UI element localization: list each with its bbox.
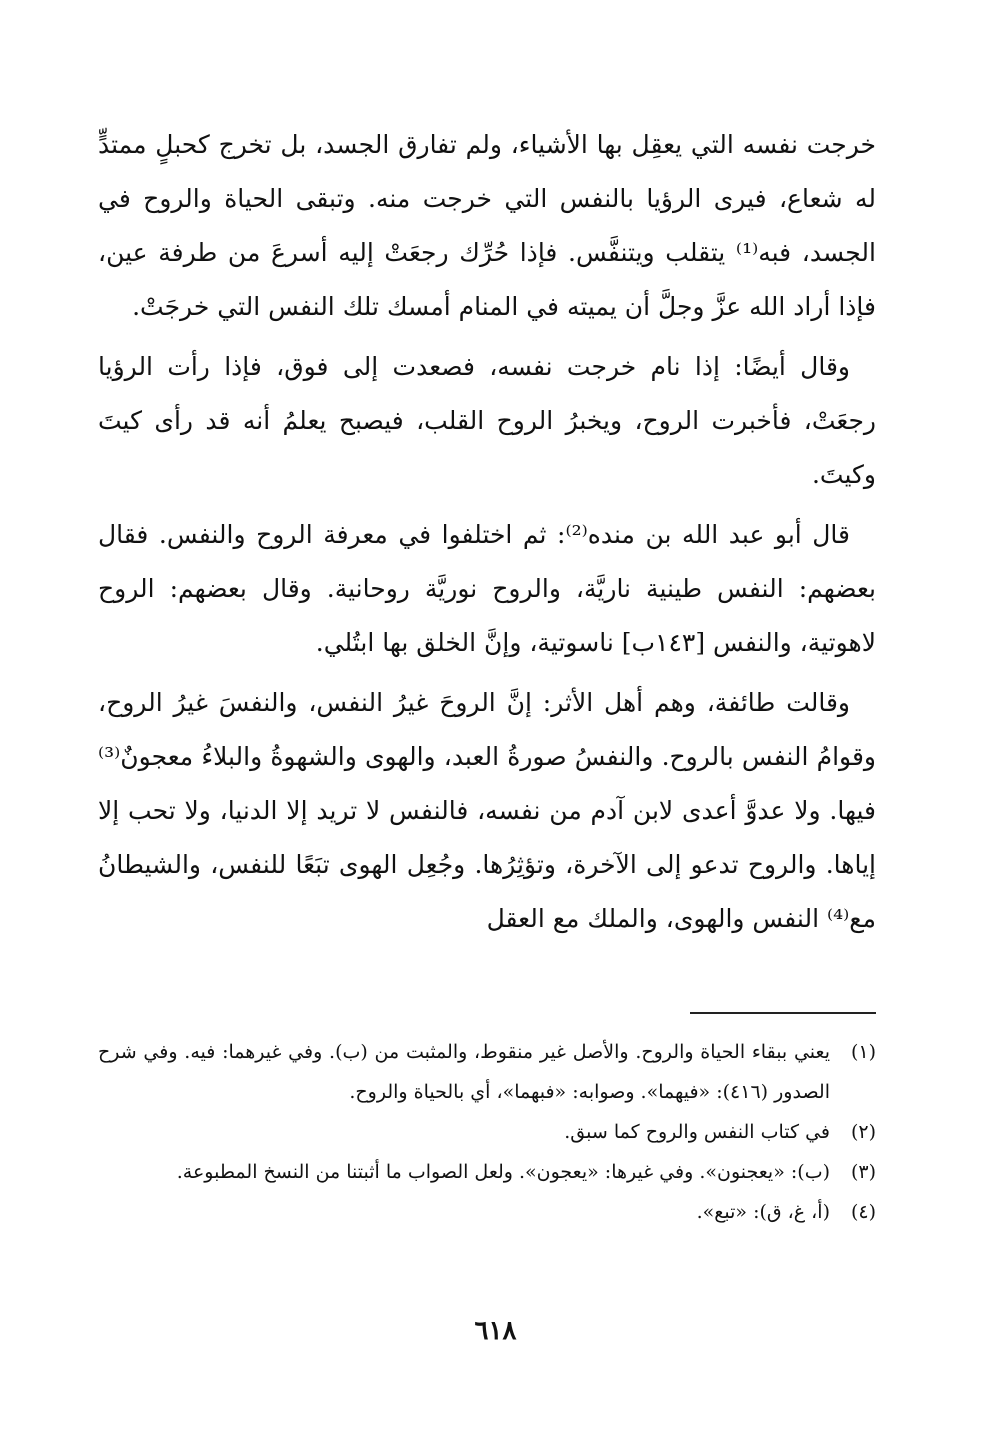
footnote-2	[98, 1112, 876, 1152]
paragraph-3: قال أبو عبد الله بن منده⁽²⁾: ثم اختلفوا في معرفة الروح والنفس. فقال بعضهم: النفس طينية ناريَّة، والروح نوريَّة روحانية. وقال بعضهم: الروح لاهوتية، والنفس [١٤٣ب] ناسوتية، وإنَّ الخلق بها ابتُلي.	[98, 520, 876, 657]
footnote-number: (١)	[850, 1041, 876, 1063]
footnote-number: (٤)	[850, 1201, 876, 1223]
footnote-text: (أ، غ، ق): «تبع».	[696, 1201, 830, 1223]
footnote-separator	[690, 1012, 876, 1014]
footnote-text: (ب): «يعجنون». وفي غيرها: «يعجون». ولعل الصواب ما أثبتنا من النسخ المطبوعة.	[176, 1161, 830, 1183]
footnote-number: (٣)	[850, 1161, 876, 1183]
footnotes-section	[98, 1032, 876, 1232]
footnote-number: (٢)	[850, 1121, 876, 1143]
footnote-text: يعني ببقاء الحياة والروح. والأصل غير منقوط، والمثبت من (ب). وفي غيرهما: فيه. وفي شرح الصدور (٤١٦): «فيهما». وصوابه: «فبهما»، أي بالحياة والروح.	[98, 1041, 830, 1103]
footnote-3	[98, 1152, 876, 1192]
footnote-4	[98, 1192, 876, 1232]
paragraph-4: وقالت طائفة، وهم أهل الأثر: إنَّ الروحَ غيرُ النفس، والنفسَ غيرُ الروح، وقوامُ النفس بالروح. والنفسُ صورةُ العبد، والهوى والشهوةُ والبلاءُ معجونٌ⁽³⁾ فيها. ولا عدوَّ أعدى لابن آدم من نفسه، فالنفس لا تريد إلا الدنيا، ولا تحب إلا إياها. والروح تدعو إلى الآخرة، وتؤثِرُها. وجُعِل الهوى تبَعًا للنفس، والشيطانُ مع⁽⁴⁾ النفس والهوى، والملك مع العقل	[98, 688, 876, 933]
page-number: ٦١٨	[474, 1316, 517, 1346]
footnote-1	[98, 1032, 876, 1112]
paragraph-2: وقال أيضًا: إذا نام خرجت نفسه، فصعدت إلى فوق، فإذا رأت الرؤيا رجعَتْ، فأخبرت الروح، ويخبرُ الروح القلب، فيصبح يعلمُ أنه قد رأى كيتَ وكيتَ.	[98, 352, 876, 489]
paragraph-1: خرجت نفسه التي يعقِل بها الأشياء، ولم تفارق الجسد، بل تخرج كحبلٍ ممتدٍّ له شعاع، فيرى الرؤيا بالنفس التي خرجت منه. وتبقى الحياة والروح في الجسد، فبه⁽¹⁾ يتقلب ويتنفَّس. فإذا حُرِّك رجعَتْ إليه أسرعَ من طرفة عين، فإذا أراد الله عزَّ وجلَّ أن يميته في المنام أمسك تلك النفس التي خرجَتْ.	[98, 130, 876, 321]
footnote-text: في كتاب النفس والروح كما سبق.	[564, 1121, 830, 1143]
main-text-body	[98, 118, 876, 952]
